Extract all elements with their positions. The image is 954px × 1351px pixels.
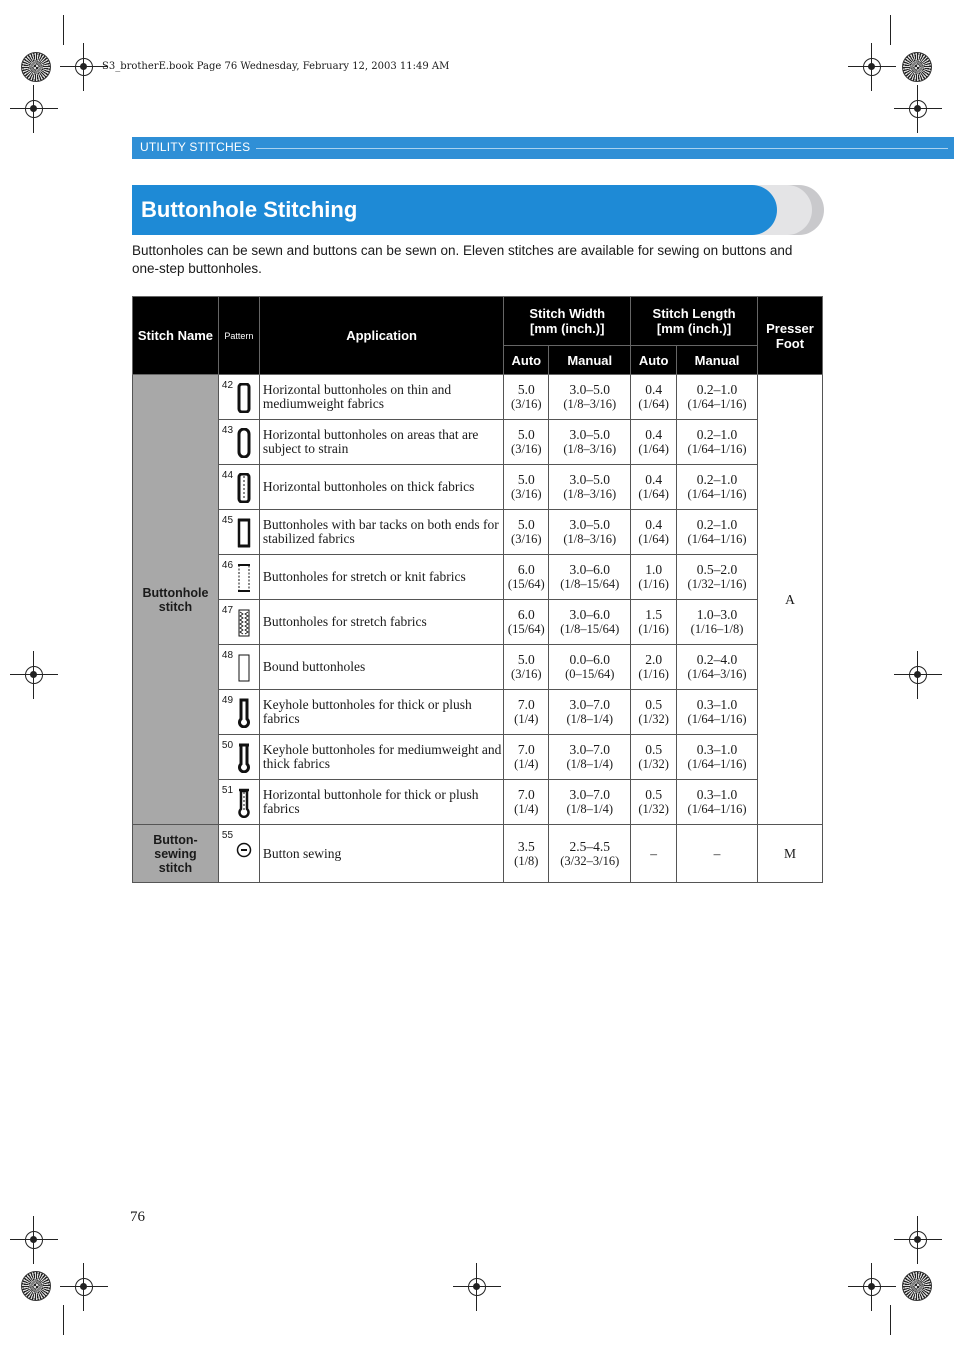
width-auto-cell [504, 735, 549, 780]
buttonhole-bartack-icon [237, 518, 251, 548]
value-inch: (1/8–3/16) [563, 487, 617, 501]
value-mm: 0.5 [645, 697, 663, 712]
header-stitch-name: Stitch Name [133, 297, 219, 375]
value-inch: (1/64–1/16) [687, 487, 747, 501]
pattern-cell [218, 555, 259, 600]
value-inch: (1/4) [514, 802, 539, 816]
header-length-auto: Auto [631, 346, 677, 375]
pattern-cell [218, 735, 259, 780]
value-inch: (1/64–1/16) [687, 397, 747, 411]
header-pattern: Pattern [218, 297, 259, 375]
length-manual-cell [677, 465, 758, 510]
value-mm: 3.5 [517, 838, 535, 854]
value-inch: (1/64) [638, 487, 669, 501]
pattern-cell [218, 690, 259, 735]
header-stitch-length-unit: [mm (inch.)] [656, 321, 732, 336]
pattern-number: 47 [221, 605, 234, 616]
pattern-cell [218, 465, 259, 510]
value-inch: (1/8–3/16) [563, 397, 617, 411]
pattern-cell [218, 645, 259, 690]
pattern-number: 55 [221, 830, 234, 841]
pattern-cell [218, 510, 259, 555]
crosshair-icon [18, 659, 50, 691]
length-manual-cell [677, 510, 758, 555]
crosshair-icon [18, 93, 50, 125]
table-row [133, 735, 823, 780]
value-mm: 0.2–1.0 [696, 382, 738, 397]
value-inch: (1/64) [638, 442, 669, 456]
value-inch: (1/16–1/8) [690, 622, 744, 636]
value-mm: 2.5–4.5 [569, 838, 610, 854]
value-mm: 3.0–5.0 [569, 472, 610, 487]
header-stitch-length [631, 297, 758, 346]
width-auto-cell [504, 825, 549, 883]
pattern-cell [218, 420, 259, 465]
header-presser-foot-line1: Presser [766, 320, 814, 336]
length-auto-cell [631, 465, 677, 510]
value-mm: 3.0–5.0 [569, 517, 610, 532]
buttonhole-thick-icon [237, 473, 251, 503]
value-inch: (1/16) [638, 622, 669, 636]
value-mm: 7.0 [517, 787, 535, 802]
button-sewing-icon [236, 842, 252, 858]
header-presser-foot-line2: Foot [775, 335, 805, 351]
group-label-line1: Buttonhole [142, 585, 209, 600]
value-inch: (1/64–1/16) [687, 802, 747, 816]
application-cell: Horizontal buttonhole for thick or plush fabrics [259, 780, 503, 825]
width-manual-cell [549, 645, 631, 690]
value-inch: (3/16) [511, 532, 542, 546]
value-inch: (1/8–15/64) [560, 577, 620, 591]
value-inch: (1/16) [638, 667, 669, 681]
pattern-cell [218, 780, 259, 825]
width-auto-cell [504, 375, 549, 420]
crosshair-icon [902, 659, 934, 691]
pattern-number: 48 [221, 650, 234, 661]
value-mm: 5.0 [517, 382, 535, 397]
buttonhole-bar-icon [237, 383, 251, 413]
width-manual-cell [549, 825, 631, 883]
header-stitch-width-label: Stitch Width [529, 306, 606, 321]
length-manual-cell [677, 690, 758, 735]
header-stitch-width-unit: [mm (inch.)] [530, 321, 605, 336]
length-auto-cell [631, 375, 677, 420]
trim-line [63, 1305, 64, 1335]
length-auto-cell [631, 735, 677, 780]
length-manual-cell [677, 645, 758, 690]
pattern-number: 49 [221, 695, 234, 706]
value-inch: (3/16) [511, 397, 542, 411]
presser-foot-a: A [757, 375, 822, 825]
value-mm: 0.3–1.0 [696, 742, 738, 757]
value-inch: (1/64–3/16) [687, 667, 747, 681]
value-mm: 3.0–7.0 [569, 742, 610, 757]
value-inch: (1/16) [638, 577, 669, 591]
page-title: Buttonhole Stitching [141, 197, 358, 222]
registration-starburst-icon [21, 1271, 51, 1301]
width-manual-cell [549, 465, 631, 510]
value-inch: (1/8–3/16) [563, 532, 617, 546]
width-auto-cell [504, 600, 549, 645]
length-manual-cell [677, 780, 758, 825]
registration-starburst-icon [902, 1271, 932, 1301]
header-stitch-width [504, 297, 631, 346]
registration-starburst-icon [902, 52, 932, 82]
table-row [133, 555, 823, 600]
width-auto-cell [504, 690, 549, 735]
group-label-line2: sewing [154, 846, 197, 861]
value-inch: (15/64) [507, 622, 545, 636]
title-bar [132, 185, 777, 235]
value-mm: 0.2–4.0 [696, 652, 738, 667]
buttonhole-plush-icon [237, 788, 251, 818]
table-row [133, 600, 823, 645]
value-inch: (1/8–1/4) [566, 712, 613, 726]
table-row [133, 690, 823, 735]
value-mm: 3.0–6.0 [569, 607, 610, 622]
group-button-sewing-stitch [133, 825, 219, 883]
application-cell: Horizontal buttonholes on areas that are subject to strain [259, 420, 503, 465]
section-rule [256, 148, 948, 149]
width-auto-cell [504, 780, 549, 825]
length-auto-cell [631, 510, 677, 555]
registration-starburst-icon [21, 52, 51, 82]
crosshair-icon [68, 51, 100, 83]
value-mm: 0.5 [645, 742, 663, 757]
buttonhole-stretch-icon [237, 563, 251, 593]
buttonhole-zigzag-icon [237, 608, 251, 638]
value-mm: 0.0–6.0 [569, 652, 610, 667]
value-mm: 2.0 [645, 652, 663, 667]
width-manual-cell [549, 600, 631, 645]
length-auto-cell [631, 780, 677, 825]
section-header-bar [132, 137, 954, 159]
buttonhole-bound-icon [237, 653, 251, 683]
trim-line [890, 15, 891, 45]
value-mm: 1.5 [645, 607, 663, 622]
application-cell: Button sewing [259, 825, 503, 883]
width-manual-cell [549, 420, 631, 465]
value-mm: 7.0 [517, 697, 535, 712]
value-inch: (1/32) [638, 757, 669, 771]
file-slug: S3_brotherE.book Page 76 Wednesday, February 12, 2003 11:49 AM [102, 61, 450, 72]
value-inch: (3/32–3/16) [560, 853, 620, 868]
length-auto-cell [631, 690, 677, 735]
length-auto-cell [631, 645, 677, 690]
value-inch: (3/16) [511, 667, 542, 681]
value-inch: (1/8) [514, 853, 539, 868]
value-mm: 5.0 [517, 427, 535, 442]
application-cell: Buttonholes with bar tacks on both ends for stabilized fabrics [259, 510, 503, 555]
width-auto-cell [504, 510, 549, 555]
value-inch: (1/32) [638, 712, 669, 726]
length-manual-cell [677, 600, 758, 645]
value-mm: 5.0 [517, 652, 535, 667]
value-mm: 0.4 [645, 472, 663, 487]
value-mm: 0.3–1.0 [696, 787, 738, 802]
value-inch: (1/64) [638, 397, 669, 411]
value-inch: (1/4) [514, 712, 539, 726]
application-cell: Keyhole buttonholes for thick or plush fabrics [259, 690, 503, 735]
width-auto-cell [504, 555, 549, 600]
value-inch: (0–15/64) [565, 667, 615, 681]
width-auto-cell [504, 645, 549, 690]
value-inch: (1/4) [514, 757, 539, 771]
width-manual-cell [549, 510, 631, 555]
header-stitch-length-label: Stitch Length [652, 306, 736, 321]
value-mm: 1.0 [645, 562, 663, 577]
value-inch: (1/32) [638, 802, 669, 816]
keyhole-icon [237, 698, 251, 728]
value-inch: (1/8–15/64) [560, 622, 620, 636]
pattern-cell [218, 600, 259, 645]
width-manual-cell [549, 375, 631, 420]
value-inch: (3/16) [511, 442, 542, 456]
length-auto-cell [631, 555, 677, 600]
length-manual-cell [677, 375, 758, 420]
value-mm: 5.0 [517, 517, 535, 532]
width-auto-cell [504, 465, 549, 510]
group-buttonhole-stitch [133, 375, 219, 825]
value-mm: 0.2–1.0 [696, 517, 738, 532]
length-manual-cell: – [677, 825, 758, 883]
value-mm: 0.5 [645, 787, 663, 802]
value-mm: 5.0 [517, 472, 535, 487]
length-auto-cell: – [631, 825, 677, 883]
application-cell: Bound buttonholes [259, 645, 503, 690]
value-inch: (1/32–1/16) [687, 577, 747, 591]
header-presser-foot [757, 297, 822, 375]
value-mm: 1.0–3.0 [696, 607, 738, 622]
crosshair-icon [856, 1271, 888, 1303]
value-inch: (15/64) [507, 577, 545, 591]
length-manual-cell [677, 735, 758, 780]
value-mm: 3.0–5.0 [569, 427, 610, 442]
crosshair-icon [856, 51, 888, 83]
keyhole-medium-icon [237, 743, 251, 773]
pattern-cell [218, 825, 259, 883]
group-label-line1: Button- [153, 832, 198, 847]
width-manual-cell [549, 735, 631, 780]
header-length-manual: Manual [677, 346, 758, 375]
pattern-number: 50 [221, 740, 234, 751]
value-mm: 0.4 [645, 427, 663, 442]
value-inch: (1/64–1/16) [687, 757, 747, 771]
application-cell: Horizontal buttonholes on thin and mediumweight fabrics [259, 375, 503, 420]
application-cell: Buttonholes for stretch or knit fabrics [259, 555, 503, 600]
value-mm: 0.4 [645, 382, 663, 397]
table-row [133, 780, 823, 825]
value-mm: 0.3–1.0 [696, 697, 738, 712]
value-mm: 3.0–6.0 [569, 562, 610, 577]
title-banner [132, 185, 824, 235]
pattern-cell [218, 375, 259, 420]
header-application: Application [259, 297, 503, 375]
length-auto-cell [631, 600, 677, 645]
application-cell: Buttonholes for stretch fabrics [259, 600, 503, 645]
trim-line [63, 15, 64, 45]
value-inch: (1/8–3/16) [563, 442, 617, 456]
table-row [133, 465, 823, 510]
length-manual-cell [677, 420, 758, 465]
width-manual-cell [549, 555, 631, 600]
value-mm: 6.0 [517, 562, 535, 577]
value-mm: 3.0–7.0 [569, 787, 610, 802]
pattern-number: 46 [221, 560, 234, 571]
application-cell: Keyhole buttonholes for mediumweight and thick fabrics [259, 735, 503, 780]
width-auto-cell [504, 420, 549, 465]
intro-paragraph: Buttonholes can be sewn and buttons can be sewn on. Eleven stitches are available for sewing on buttons and one-step buttonholes. [132, 243, 793, 276]
group-label-line3: stitch [158, 860, 193, 875]
trim-line [890, 1305, 891, 1335]
table-row [133, 825, 823, 883]
pattern-number: 45 [221, 515, 234, 526]
crosshair-icon [461, 1271, 493, 1303]
value-mm: 7.0 [517, 742, 535, 757]
header-width-auto: Auto [504, 346, 549, 375]
crosshair-icon [902, 93, 934, 125]
value-inch: (1/64–1/16) [687, 532, 747, 546]
value-inch: (1/64–1/16) [687, 712, 747, 726]
table-row [133, 375, 823, 420]
section-label: UTILITY STITCHES [140, 140, 251, 154]
value-inch: (1/8–1/4) [566, 802, 613, 816]
width-manual-cell [549, 690, 631, 735]
crosshair-icon [68, 1271, 100, 1303]
value-inch: (1/8–1/4) [566, 757, 613, 771]
group-label-line2: stitch [158, 599, 193, 614]
length-auto-cell [631, 420, 677, 465]
application-cell: Horizontal buttonholes on thick fabrics [259, 465, 503, 510]
width-manual-cell [549, 780, 631, 825]
value-mm: 0.2–1.0 [696, 427, 738, 442]
value-inch: (3/16) [511, 487, 542, 501]
pattern-number: 43 [221, 425, 234, 436]
presser-foot-m: M [757, 825, 822, 883]
header-width-manual: Manual [549, 346, 631, 375]
length-manual-cell [677, 555, 758, 600]
value-inch: (1/64–1/16) [687, 442, 747, 456]
value-mm: 0.4 [645, 517, 663, 532]
value-mm: 0.2–1.0 [696, 472, 738, 487]
pattern-number: 51 [221, 785, 234, 796]
buttonhole-round-icon [237, 428, 251, 458]
crosshair-icon [902, 1224, 934, 1256]
stitch-table [132, 296, 823, 883]
value-inch: (1/64) [638, 532, 669, 546]
value-mm: 3.0–5.0 [569, 382, 610, 397]
value-mm: 3.0–7.0 [569, 697, 610, 712]
table-row [133, 645, 823, 690]
value-mm: 0.5–2.0 [696, 562, 738, 577]
page-number: 76 [130, 1209, 145, 1225]
value-mm: 6.0 [517, 607, 535, 622]
pattern-number: 42 [221, 380, 234, 391]
pattern-number: 44 [221, 470, 234, 481]
table-row [133, 510, 823, 555]
table-row [133, 420, 823, 465]
crosshair-icon [18, 1224, 50, 1256]
